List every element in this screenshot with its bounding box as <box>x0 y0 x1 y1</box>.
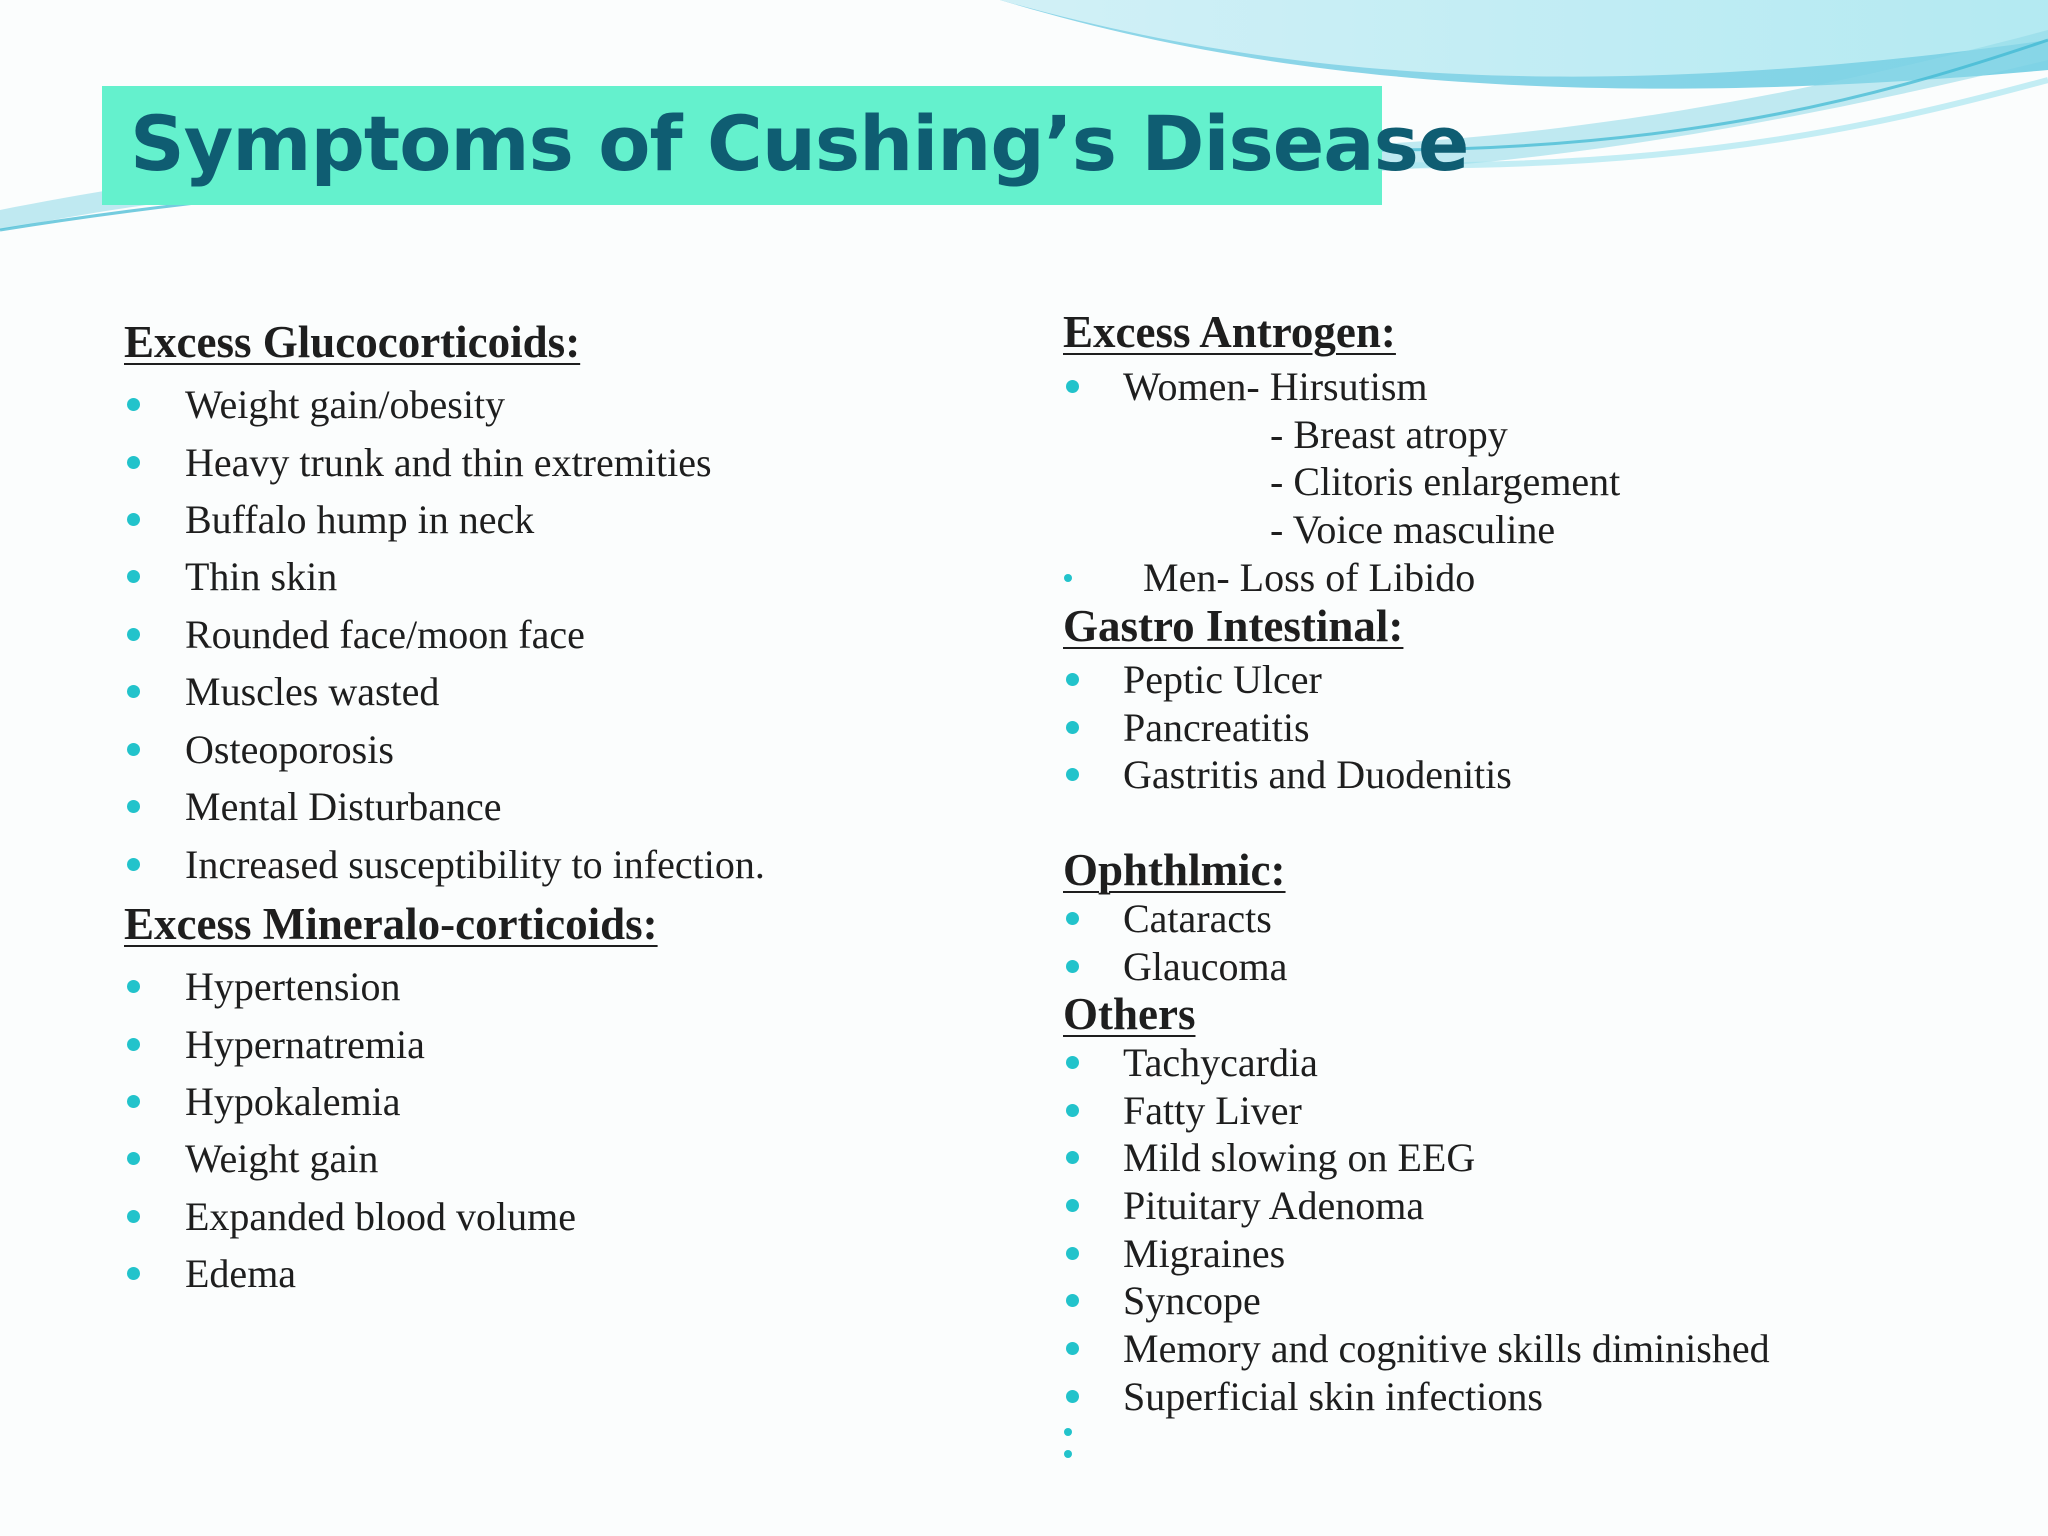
bullet-icon <box>1066 1342 1079 1355</box>
bullet-icon <box>1066 960 1079 973</box>
list-item-text: Gastritis and Duodenitis <box>1123 752 1512 797</box>
list-item-text: Weight gain/obesity <box>185 382 506 427</box>
glucocorticoids-heading: Excess Glucocorticoids: <box>124 317 581 367</box>
list-item-text: Memory and cognitive skills diminished <box>1123 1326 1770 1371</box>
bullet-icon <box>127 1210 140 1223</box>
list-item-text: Increased susceptibility to infection. <box>185 842 765 887</box>
list-item-text: Expanded blood volume <box>185 1194 577 1239</box>
list-item-text: Thin skin <box>185 554 338 599</box>
list-item-text: Migraines <box>1123 1231 1286 1276</box>
bullet-icon <box>127 570 140 583</box>
list-item-text: Heavy trunk and thin extremities <box>185 440 712 485</box>
bullet-icon <box>127 1267 140 1280</box>
list-item-text: Peptic Ulcer <box>1123 657 1322 702</box>
list-item-text: Rounded face/moon face <box>185 612 585 657</box>
bullet-icon <box>127 858 140 871</box>
list-item-text: Glaucoma <box>1123 944 1288 989</box>
list-item-text: Superficial skin infections <box>1123 1374 1543 1419</box>
bullet-icon <box>127 456 140 469</box>
list-item-text: Muscles wasted <box>185 669 440 714</box>
bullet-icon <box>127 980 140 993</box>
list-item-text: Buffalo hump in neck <box>185 497 535 542</box>
bullet-icon <box>127 800 140 813</box>
list-item-text: Pituitary Adenoma <box>1123 1183 1425 1228</box>
bullet-icon <box>127 628 140 641</box>
bullet-icon <box>127 1038 140 1051</box>
list-item-text: Mental Disturbance <box>185 784 502 829</box>
list-item-text: Osteoporosis <box>185 727 394 772</box>
list-item-text: Fatty Liver <box>1123 1088 1302 1133</box>
list-item-text: Mild slowing on EEG <box>1123 1135 1476 1180</box>
mineralocorticoids-heading: Excess Mineralo-corticoids: <box>124 899 658 949</box>
slide-title: Symptoms of Cushing’s Disease <box>130 99 1469 188</box>
list-item-text: Women- Hirsutism <box>1123 364 1428 409</box>
list-item-text: Men- Loss of Libido <box>1143 555 1476 600</box>
list-item-text: Pancreatitis <box>1123 705 1310 750</box>
list-item-text: Hypernatremia <box>185 1022 425 1067</box>
list-item-text: Cataracts <box>1123 896 1272 941</box>
empty-bullet-icon <box>1064 1428 1072 1436</box>
bullet-icon <box>127 743 140 756</box>
bullet-icon <box>1066 1390 1079 1403</box>
list-item-text: Syncope <box>1123 1278 1261 1323</box>
list-item-text: Weight gain <box>185 1136 379 1181</box>
bullet-icon <box>127 513 140 526</box>
bullet-icon <box>127 685 140 698</box>
bullet-icon <box>1066 673 1079 686</box>
list-item-text: Edema <box>185 1251 297 1296</box>
androgen-heading: Excess Antrogen: <box>1063 307 1396 357</box>
bullet-icon <box>127 1152 140 1165</box>
bullet-icon <box>1066 1247 1079 1260</box>
list-item-text: Hypertension <box>185 964 401 1009</box>
bullet-icon <box>1066 1199 1079 1212</box>
bullet-icon <box>1066 1151 1079 1164</box>
bullet-icon <box>1064 574 1072 582</box>
sub-item: - Voice masculine <box>1270 507 1556 552</box>
bullet-icon <box>1066 380 1079 393</box>
sub-item: - Clitoris enlargement <box>1270 459 1621 504</box>
list-item-text: Tachycardia <box>1123 1040 1318 1085</box>
empty-bullet-icon <box>1064 1450 1072 1458</box>
title-banner <box>102 86 1469 205</box>
bullet-icon <box>1066 1294 1079 1307</box>
sub-item: - Breast atropy <box>1270 412 1508 457</box>
bullet-icon <box>127 1095 140 1108</box>
bullet-icon <box>1066 912 1079 925</box>
bullet-icon <box>1066 721 1079 734</box>
ophthalmic-heading: Ophthlmic: <box>1063 845 1286 895</box>
bullet-icon <box>1066 1056 1079 1069</box>
gastro-heading: Gastro Intestinal: <box>1063 601 1404 651</box>
others-heading: Others <box>1063 989 1196 1039</box>
list-item-text: Hypokalemia <box>185 1079 401 1124</box>
bullet-icon <box>127 398 140 411</box>
bullet-icon <box>1066 768 1079 781</box>
bullet-icon <box>1066 1104 1079 1117</box>
